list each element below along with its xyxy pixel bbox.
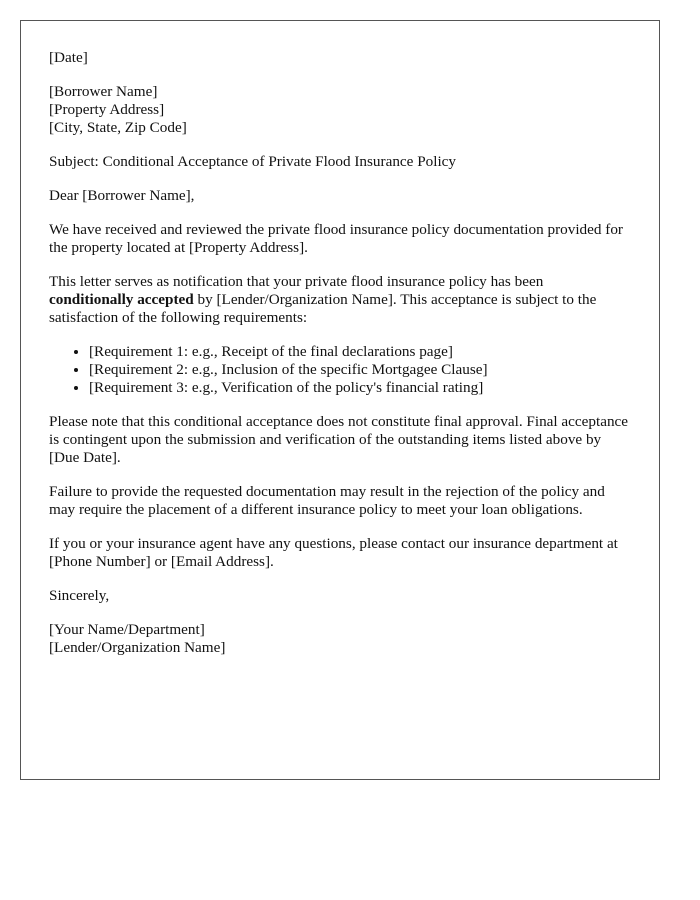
paragraph-notification-end: by [Lender/Organization Name]. This acceptance is subject to the satisfaction of the following requirements: — [49, 291, 597, 326]
letter-subject: Subject: Conditional Acceptance of Private Flood Insurance Policy — [49, 153, 457, 170]
requirement-item: • [Requirement 1: e.g., Receipt of the final declarations page] — [89, 343, 631, 361]
paragraph-received: We have received and reviewed the private flood insurance policy documentation provided for the property located at [Property Address]. — [49, 221, 623, 256]
signature-organization: [Lender/Organization Name] — [49, 639, 226, 656]
recipient-address: [Property Address] — [49, 101, 165, 118]
recipient-city-state-zip: [City, State, Zip Code] — [49, 119, 187, 136]
letter-closing: Sincerely, — [49, 587, 110, 604]
letter-salutation: Dear [Borrower Name], — [49, 187, 195, 204]
signature-name: [Your Name/Department] — [49, 621, 205, 638]
requirement-item: • [Requirement 3: e.g., Verification of the policy's financial rating] — [89, 379, 631, 397]
paragraph-failure-warning: Failure to provide the requested documentation may result in the rejection of the policy and may require the placement of a different insurance policy to meet your loan obligations. — [49, 483, 605, 518]
paragraph-notification — [49, 273, 631, 327]
recipient-name: [Borrower Name] — [49, 83, 158, 100]
recipient-block — [49, 83, 631, 137]
requirements-list — [49, 343, 631, 397]
letter-page — [20, 20, 660, 780]
paragraph-notification-start: This letter serves as notification that your private flood insurance policy has been — [49, 273, 544, 290]
letter-date: [Date] — [49, 49, 88, 66]
signature-block — [49, 621, 631, 657]
paragraph-conditional-note: Please note that this conditional acceptance does not constitute final approval. Final acceptance is contingent upon the submission and verification of the outstanding items listed above by [Due Date]. — [49, 413, 629, 466]
paragraph-contact: If you or your insurance agent have any questions, please contact our insurance department at [Phone Number] or [Email Address]. — [49, 535, 618, 570]
requirement-item: • [Requirement 2: e.g., Inclusion of the specific Mortgagee Clause] — [89, 361, 631, 379]
conditionally-accepted-emphasis: conditionally accepted — [49, 291, 194, 308]
